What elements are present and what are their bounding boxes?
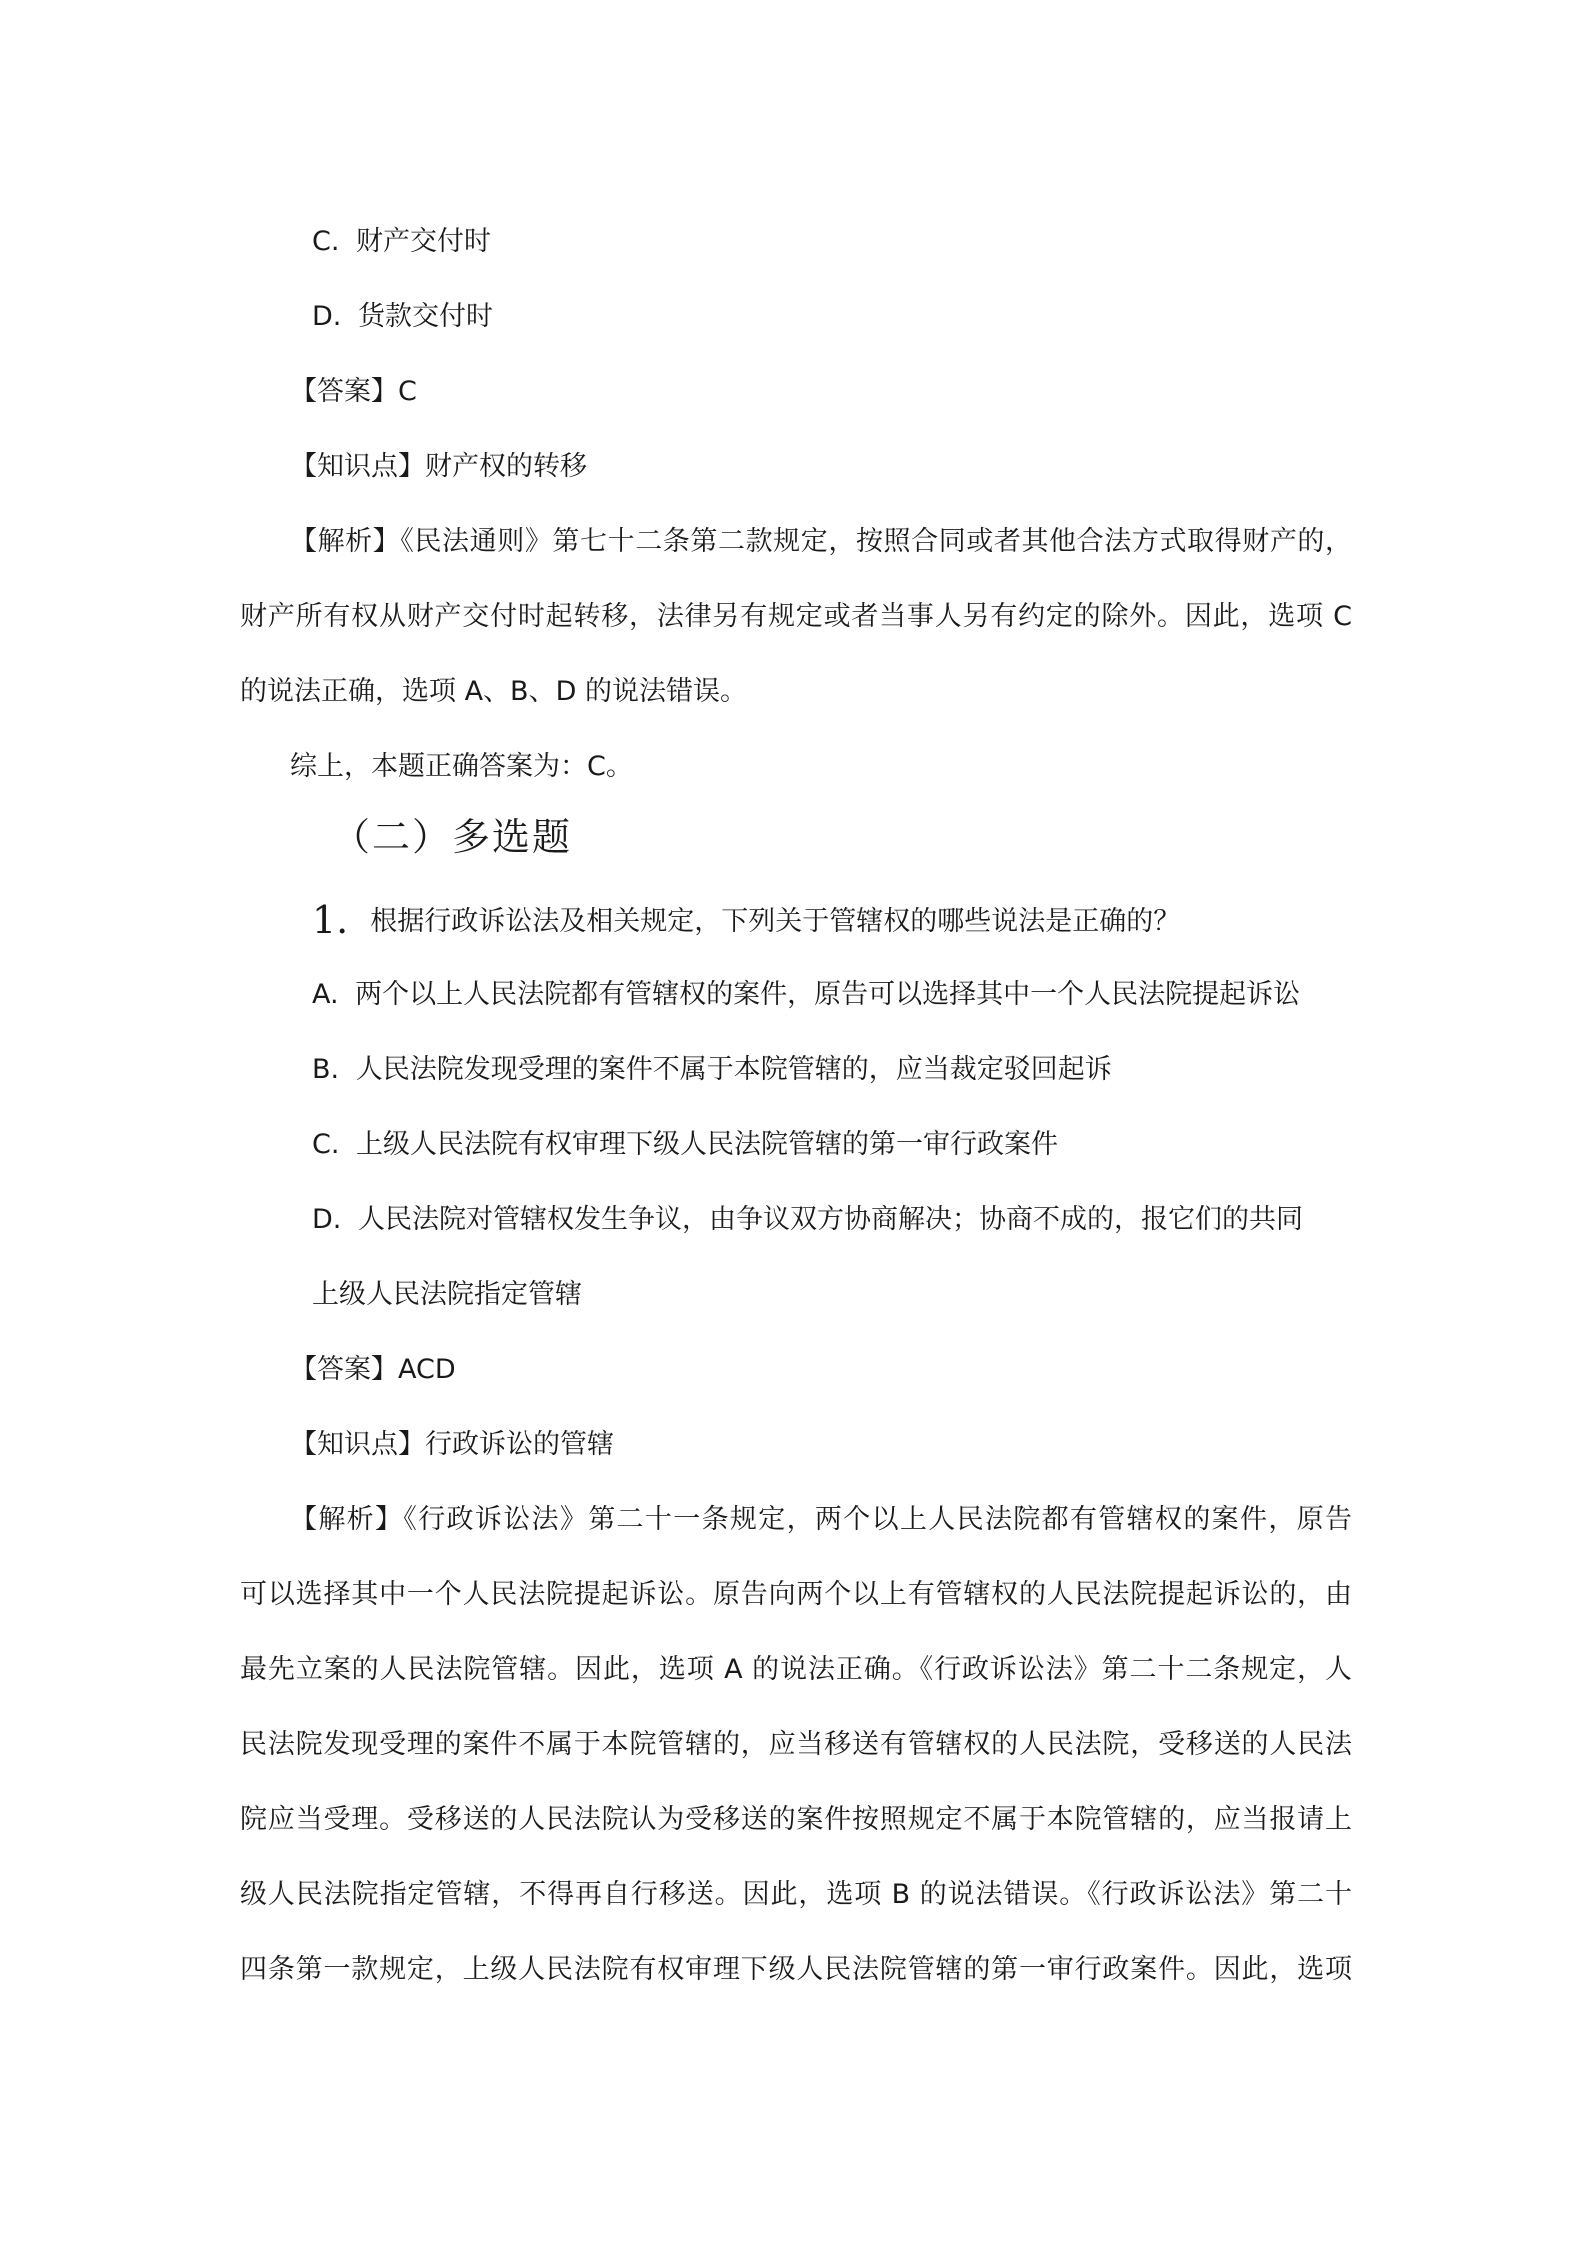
option-letter: C. bbox=[312, 226, 340, 257]
analysis-first-line bbox=[290, 522, 1352, 562]
knowledge-label: 【知识点】 bbox=[290, 1429, 425, 1460]
answer-line bbox=[290, 372, 417, 412]
option-text: 财产交付时 bbox=[356, 226, 492, 257]
option-text: 货款交付时 bbox=[357, 301, 493, 332]
option-letter: D. bbox=[312, 301, 342, 332]
analysis-line: 财产所有权从财产交付时起转移，法律另有规定或者当事人另有约定的除外。因此，选项 C bbox=[240, 601, 1352, 632]
option-letter: B. bbox=[312, 1054, 340, 1085]
analysis-text: 《行政诉讼法》第二十一条规定，两个以上人民法院都有管辖权的案件，原告 bbox=[403, 1504, 1353, 1535]
analysis-line: 最先立案的人民法院管辖。因此，选项 A 的说法正确。《行政诉讼法》第二十二条规定，人 bbox=[240, 1654, 1352, 1685]
option-d-continued: 上级人民法院指定管辖 bbox=[312, 1279, 582, 1310]
analysis-text: 《民法通则》第七十二条第二款规定，按照合同或者其他合法方式取得财产的， bbox=[400, 526, 1353, 557]
option-text: 上级人民法院有权审理下级人民法院管辖的第一审行政案件 bbox=[356, 1129, 1059, 1160]
answer-label: 【答案】 bbox=[290, 376, 398, 407]
analysis-line: 四条第一款规定，上级人民法院有权审理下级人民法院管辖的第一审行政案件。因此，选项 bbox=[240, 1954, 1352, 1985]
analysis-line: 院应当受理。受移送的人民法院认为受移送的案件按照规定不属于本院管辖的，应当报请上 bbox=[240, 1804, 1352, 1835]
option-text: 人民法院对管辖权发生争议，由争议双方协商解决；协商不成的，报它们的共同 bbox=[357, 1204, 1303, 1235]
knowledge-label: 【知识点】 bbox=[290, 451, 425, 482]
answer-value: C bbox=[398, 376, 417, 407]
answer-line bbox=[290, 1350, 456, 1390]
option-b bbox=[312, 1050, 1112, 1090]
question-number: 1. bbox=[312, 898, 349, 942]
answer-label: 【答案】 bbox=[290, 1354, 398, 1385]
knowledge-line bbox=[290, 1425, 614, 1465]
analysis-line: 民法院发现受理的案件不属于本院管辖的，应当移送有管辖权的人民法院，受移送的人民法 bbox=[240, 1729, 1352, 1760]
option-d bbox=[312, 297, 493, 337]
answer-value: ACD bbox=[398, 1354, 456, 1385]
option-d bbox=[312, 1200, 1303, 1240]
summary-line: 综上，本题正确答案为：C。 bbox=[290, 751, 633, 782]
option-letter: C. bbox=[312, 1129, 340, 1160]
analysis-line: 级人民法院指定管辖，不得再自行移送。因此，选项 B 的说法错误。《行政诉讼法》第二十 bbox=[240, 1879, 1352, 1910]
analysis-line: 的说法正确，选项 A、B、D 的说法错误。 bbox=[240, 676, 747, 707]
analysis-line: 可以选择其中一个人民法院提起诉讼。原告向两个以上有管辖权的人民法院提起诉讼的，由 bbox=[240, 1579, 1352, 1610]
knowledge-line bbox=[290, 447, 587, 487]
knowledge-value: 财产权的转移 bbox=[425, 451, 587, 482]
option-c bbox=[312, 222, 491, 262]
section-heading: （二）多选题 bbox=[332, 815, 573, 859]
option-letter: D. bbox=[312, 1204, 342, 1235]
option-text: 人民法院发现受理的案件不属于本院管辖的，应当裁定驳回起诉 bbox=[355, 1054, 1112, 1085]
question-text: 根据行政诉讼法及相关规定，下列关于管辖权的哪些说法是正确的？ bbox=[370, 906, 1181, 937]
option-text: 两个以上人民法院都有管辖权的案件，原告可以选择其中一个人民法院提起诉讼 bbox=[355, 979, 1301, 1010]
option-c bbox=[312, 1125, 1058, 1165]
option-a bbox=[312, 975, 1300, 1015]
analysis-label: 【解析】 bbox=[290, 526, 401, 557]
question-stem bbox=[312, 900, 1180, 940]
analysis-label: 【解析】 bbox=[290, 1504, 404, 1535]
analysis-first-line bbox=[290, 1500, 1352, 1540]
option-letter: A. bbox=[312, 979, 339, 1010]
knowledge-value: 行政诉讼的管辖 bbox=[425, 1429, 614, 1460]
